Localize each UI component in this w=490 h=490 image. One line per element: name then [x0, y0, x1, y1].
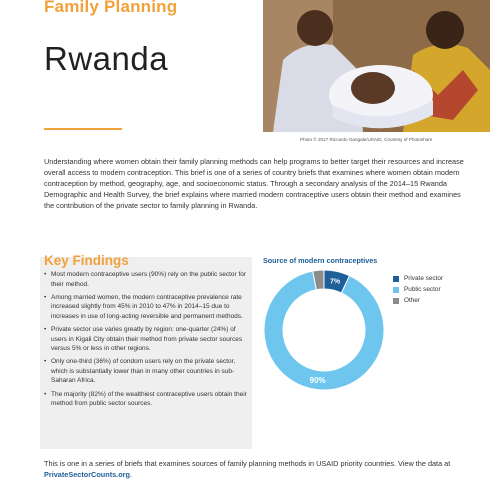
legend-label: Private sector — [404, 275, 444, 282]
series-title: Family Planning — [44, 0, 178, 16]
legend-item — [393, 295, 443, 306]
legend-swatch — [393, 276, 399, 282]
key-finding-item: • Private sector use varies greatly by region: one-quarter (24%) of users in Kigali City obtain their method from private sector sources versus 5% or less in other regions. — [44, 325, 250, 354]
footer-note — [44, 459, 474, 480]
footer-text: This is one in a series of briefs that examines sources of family planning methods in USAID priority countries. View the data at — [44, 459, 451, 468]
intro-paragraph: Understanding where women obtain their family planning methods can help programs to better target their resources and increase overall access to modern contraception. This brief is one of a series of country briefs that examines where women obtain modern contraception by method, geography, age, and socioeconomic status. Through a secondary analysis of the 2014–15 Rwanda Demographic and Health Survey, the brief explains where married modern contraceptive users obtain their method and examines the contribution of the private sector to family planning in Rwanda. — [44, 157, 464, 211]
legend-label: Other — [404, 297, 420, 304]
data-label: 7% — [329, 278, 341, 286]
cover-photo — [263, 0, 490, 132]
title-divider — [44, 128, 122, 130]
key-finding-item: • Only one-third (36%) of condom users rely on the private sector, which is substantially lower than in many other countries in sub-Saharan Africa. — [44, 357, 250, 386]
legend-item — [393, 273, 443, 284]
photo-caption: Photo © 2017 Riccardo Gangale/USAID, Courtesy of Photoshare — [300, 137, 433, 142]
key-finding-item: • Among married women, the modern contraceptive prevalence rate increased slightly from 45% in 2010 to 47% in 2014–15 due to increases in use of long-acting reversible and permanent methods. — [44, 293, 250, 322]
key-findings-heading: Key Findings — [44, 253, 129, 268]
data-link[interactable]: PrivateSectorCounts.org — [44, 469, 130, 479]
donut-chart — [262, 268, 387, 393]
chart-legend — [393, 273, 443, 306]
legend-swatch — [393, 287, 399, 293]
key-finding-item: • Most modern contraceptive users (90%) rely on the public sector for their method. — [44, 270, 250, 289]
footer-end: . — [129, 469, 132, 479]
key-finding-item: • The majority (82%) of the wealthiest contraceptive users obtain their method from public sector sources. — [44, 390, 250, 409]
page-title: Rwanda — [44, 40, 169, 77]
chart-title: Source of modern contraceptives — [263, 256, 378, 265]
legend-label: Public sector — [404, 286, 441, 293]
legend-item — [393, 284, 443, 295]
legend-swatch — [393, 298, 399, 304]
key-findings-list — [44, 270, 250, 412]
data-label: 90% — [309, 376, 326, 386]
